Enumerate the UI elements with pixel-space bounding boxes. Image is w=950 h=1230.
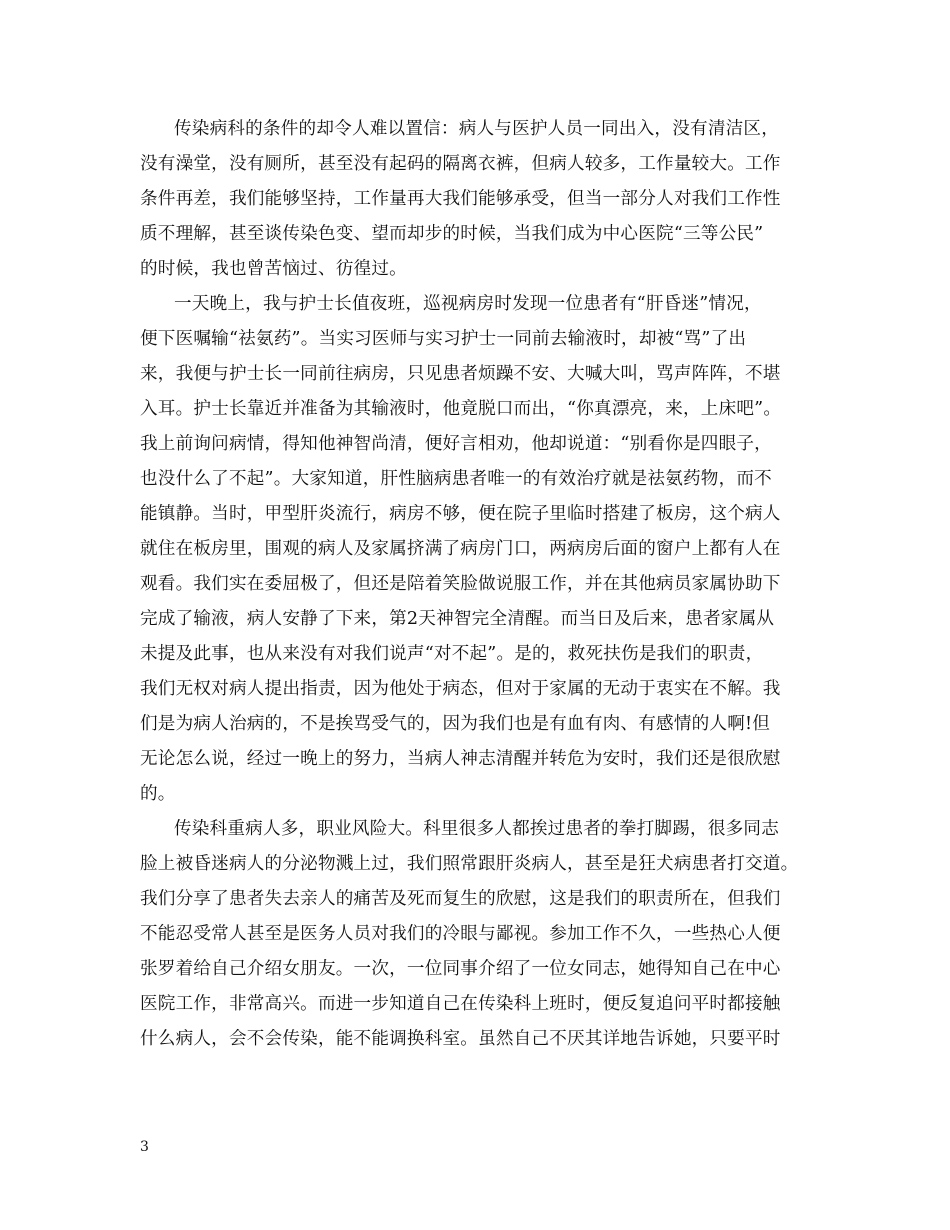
- text-line: 一天晚上，我与护士长值夜班，巡视病房时发现一位患者有“肝昏迷”情况，: [174, 294, 762, 314]
- text-line: 就住在板房里，围观的病人及家属挤满了病房门口，两病房后面的窗户上都有人在: [140, 539, 781, 559]
- text-line: 什么病人，会不会传染，能不能调换科室。虽然自己不厌其详地告诉她，只要平时: [140, 1029, 781, 1049]
- text-line: 入耳。护士长靠近并准备为其输液时，他竟脱口而出，“你真漂亮，来，上床吧”。: [140, 399, 782, 419]
- text-line: 不能忍受常人甚至是医务人员对我们的冷眼与鄙视。参加工作不久，一些热心人便: [140, 924, 781, 944]
- text-line: 完成了输液，病人安静了下来，第2天神智完全清醒。而当日及后来，患者家属从: [140, 609, 775, 629]
- text-line: 的时候，我也曾苦恼过、彷徨过。: [140, 259, 407, 279]
- text-line: 我们分享了患者失去亲人的痛苦及死而复生的欣慰，这是我们的职责所在，但我们: [140, 889, 781, 909]
- text-line: 质不理解，甚至谈传染色变、望而却步的时候，当我们成为中心医院“三等公民”: [140, 224, 764, 244]
- text-line: 们是为病人治病的，不是挨骂受气的，因为我们也是有血有肉、有感情的人啊!但: [140, 714, 771, 734]
- text-line: 能镇静。当时，甲型肝炎流行，病房不够，便在院子里临时搭建了板房，这个病人: [140, 504, 781, 524]
- text-line: 传染科重病人多，职业风险大。科里很多人都挨过患者的拳打脚踢，很多同志: [174, 819, 779, 839]
- text-line: 传染病科的条件的却令人难以置信：病人与医护人员一同出入，没有清洁区，: [174, 119, 779, 139]
- text-line: 我们无权对病人提出指责，因为他处于病态，但对于家属的无动于衷实在不解。我: [140, 679, 781, 699]
- text-line: 张罗着给自己介绍女朋友。一次，一位同事介绍了一位女同志，她得知自己在中心: [140, 959, 781, 979]
- text-line: 医院工作，非常高兴。而进一步知道自己在传染科上班时，便反复追问平时都接触: [140, 994, 781, 1014]
- text-line: 未提及此事，也从来没有对我们说声“对不起”。是的，救死扶伤是我们的职责，: [140, 644, 764, 664]
- text-line: 我上前询问病情，得知他神智尚清，便好言相劝，他却说道：“别看你是四眼子，: [140, 434, 772, 454]
- text-line: 来，我便与护士长一同前往病房，只见患者烦躁不安、大喊大叫，骂声阵阵，不堪: [140, 364, 781, 384]
- text-line: 无论怎么说，经过一晚上的努力，当病人神志清醒并转危为安时，我们还是很欣慰: [140, 749, 781, 769]
- text-line: 条件再差，我们能够坚持，工作量再大我们能够承受，但当一部分人对我们工作性: [140, 189, 781, 209]
- text-line: 便下医嘱输“祛氨药”。当实习医师与实习护士一同前去输液时，却被“骂”了出: [140, 329, 747, 349]
- text-line: 没有澡堂，没有厕所，甚至没有起码的隔离衣裤，但病人较多，工作量较大。工作: [140, 154, 781, 174]
- text-line: 也没什么了不起”。大家知道，肝性脑病患者唯一的有效治疗就是祛氨药物，而不: [140, 469, 772, 489]
- text-line: 观看。我们实在委屈极了，但还是陪着笑脸做说服工作，并在其他病员家属协助下: [140, 574, 781, 594]
- page-number: 3: [140, 1139, 149, 1155]
- text-line: 脸上被昏迷病人的分泌物溅上过，我们照常跟肝炎病人，甚至是狂犬病患者打交道。: [140, 854, 799, 874]
- text-line: 的。: [140, 784, 176, 804]
